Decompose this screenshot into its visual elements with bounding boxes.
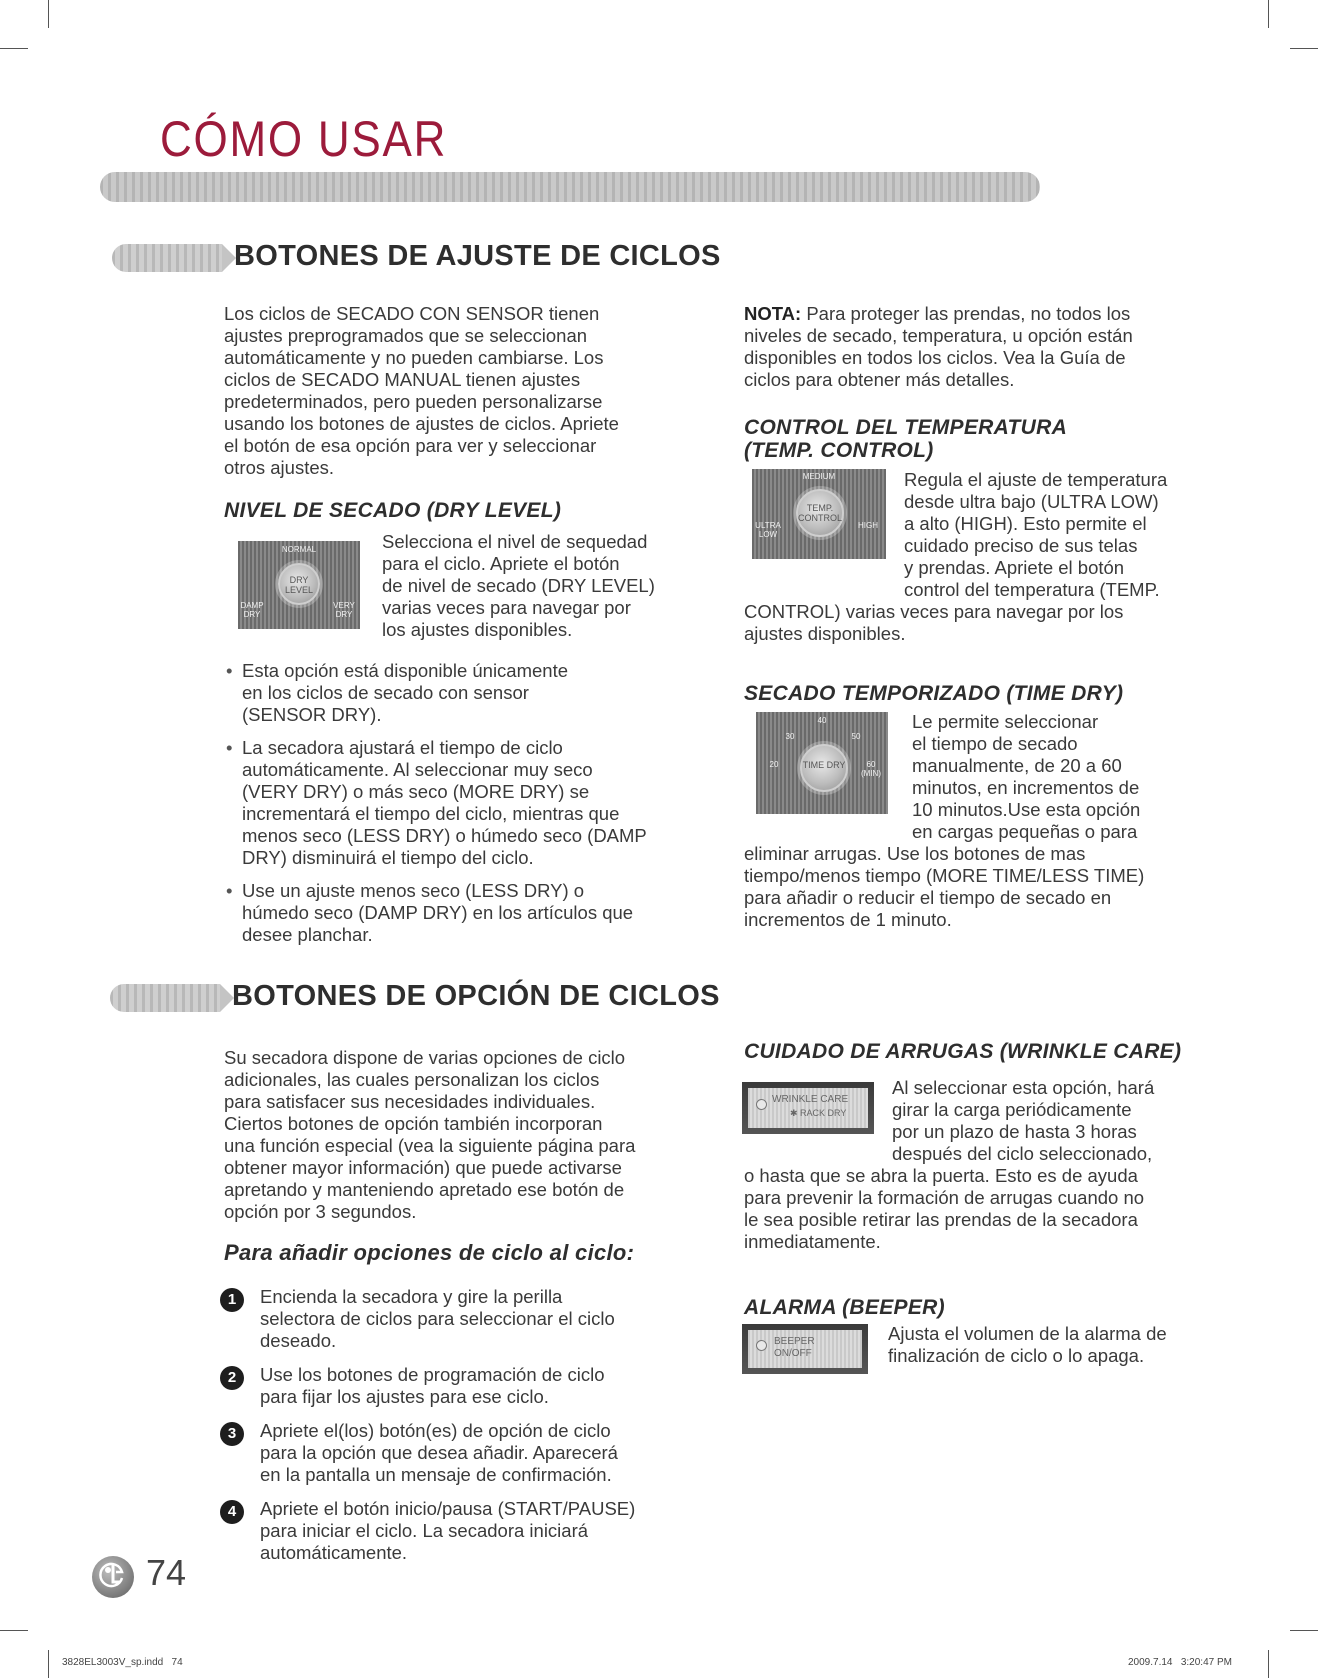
crop-mark xyxy=(0,48,28,49)
beeper-button-image xyxy=(742,1324,868,1374)
footer-timestamp: 2009.7.14 3:20:47 PM xyxy=(1128,1657,1232,1668)
section-tab-decoration xyxy=(110,984,220,1012)
dry-level-text: Selecciona el nivel de sequedad para el ciclo. Apriete el botón de nivel de secado (DRY LEVEL) varias veces para navegar por los ajustes disponibles. xyxy=(382,531,655,640)
wrinkle-care-button-image xyxy=(742,1082,874,1134)
lg-logo-icon xyxy=(92,1556,134,1598)
dial-label: 30 xyxy=(785,732,795,741)
dial-label: HIGH xyxy=(858,521,878,530)
step-number-badge: 3 xyxy=(220,1422,244,1446)
section-tab-decoration xyxy=(112,244,222,272)
step-number-badge: 4 xyxy=(220,1500,244,1524)
crop-mark xyxy=(0,1630,28,1631)
section1-intro: Los ciclos de SECADO CON SENSOR tienen ajustes preprogramados que se seleccionan automáticamente y no pueden cambiarse. Los ciclos de SECADO MANUAL tienen ajustes predeterminados, pero pueden personalizarse usando los botones de ajustes de ciclos. Apriete el botón de esa opción para ver y seleccionar otros ajustes. xyxy=(224,303,619,478)
led-icon xyxy=(756,1099,767,1110)
time-dry-text: Le permite seleccionar el tiempo de secado manualmente, de 20 a 60 minutos, en incrementos de 10 minutos.Use esta opción en cargas pequeñas o para xyxy=(912,711,1141,842)
note-label: NOTA: xyxy=(744,303,802,324)
temp-control-text: Regula el ajuste de temperatura desde ultra bajo (ULTRA LOW) a alto (HIGH). Esto permite el cuidado preciso de sus telas y prendas. Apriete el botón control del temperatura (TEMP. xyxy=(904,469,1168,600)
temp-control-dial-image xyxy=(752,469,886,559)
list-item: 1 Encienda la secadora y gire la perilla selectora de ciclos para seleccionar el ciclo deseado. xyxy=(220,1286,690,1352)
temp-control-knob: TEMP. CONTROL xyxy=(796,489,844,537)
time-dry-dial-image xyxy=(756,712,888,814)
list-item: • Esta opción está disponible únicamente en los ciclos de secado con sensor (SENSOR DRY). xyxy=(222,660,712,726)
dial-label: 50 xyxy=(851,732,861,741)
dial-label: DAMP DRY xyxy=(240,601,264,619)
page-number: 74 xyxy=(146,1552,187,1593)
dry-level-heading: NIVEL DE SECADO (DRY LEVEL) xyxy=(224,499,562,522)
temp-control-heading: CONTROL DEL TEMPERATURA (TEMP. CONTROL) xyxy=(744,416,1068,462)
dry-level-bullets xyxy=(222,660,712,957)
button-sublabel: ✱ RACK DRY xyxy=(790,1108,847,1118)
crop-mark xyxy=(1290,48,1318,49)
time-dry-heading: SECADO TEMPORIZADO (TIME DRY) xyxy=(744,682,1124,705)
wrinkle-care-text-cont: o hasta que se abra la puerta. Esto es de ayuda para prevenir la formación de arrugas cuando no le sea posible retirar las prendas de la secadora inmediatamente. xyxy=(744,1165,1145,1252)
note-text: NOTA: Para proteger las prendas, no todos los niveles de secado, temperatura, u opción están disponibles en todos los ciclos. Vea la Guía de ciclos para obtener más detalles. xyxy=(744,303,1133,390)
footer-file-name: 3828EL3003V_sp.indd 74 xyxy=(62,1657,183,1668)
steps-heading: Para añadir opciones de ciclo al ciclo: xyxy=(224,1240,635,1265)
list-item: • Use un ajuste menos seco (LESS DRY) o húmedo seco (DAMP DRY) en los artículos que desee planchar. xyxy=(222,880,712,946)
crop-mark xyxy=(1268,0,1269,28)
crop-mark xyxy=(1268,1650,1269,1678)
button-label: WRINKLE CARE xyxy=(772,1094,849,1105)
dial-label: 60 (MIN) xyxy=(861,760,881,778)
time-dry-text-cont: eliminar arrugas. Use los botones de mas tiempo/menos tiempo (MORE TIME/LESS TIME) para añadir o reducir el tiempo de secado en incrementos de 1 minuto. xyxy=(744,843,1145,930)
time-dry-knob: TIME DRY xyxy=(800,744,848,792)
step-number-badge: 2 xyxy=(220,1366,244,1390)
section-title-ajuste: BOTONES DE AJUSTE DE CICLOS xyxy=(234,240,721,272)
dial-label: 40 xyxy=(817,716,827,725)
dial-label: VERY DRY xyxy=(333,601,355,619)
beeper-text: Ajusta el volumen de la alarma de finalización de ciclo o lo apaga. xyxy=(888,1323,1167,1366)
crop-mark xyxy=(48,1650,49,1678)
steps-list xyxy=(220,1286,690,1564)
list-item: • La secadora ajustará el tiempo de ciclo automáticamente. Al seleccionar muy seco (VERY DRY) o más seco (MORE DRY) se incrementará el tiempo del ciclo, mientras que menos seco (LESS DRY) o húmedo seco (DAMP DRY) disminuirá el tiempo del ciclo. xyxy=(222,737,712,869)
dry-level-knob: DRY LEVEL xyxy=(278,563,320,605)
button-label: BEEPER xyxy=(774,1336,815,1347)
dial-label: ULTRA LOW xyxy=(755,521,781,539)
dial-label: NORMAL xyxy=(281,545,317,554)
dry-level-dial-image xyxy=(238,541,360,629)
wrinkle-care-heading: CUIDADO DE ARRUGAS (WRINKLE CARE) xyxy=(744,1040,1182,1063)
page-title: CÓMO USAR xyxy=(160,111,448,167)
title-bar xyxy=(100,172,1040,202)
led-icon xyxy=(756,1340,767,1351)
crop-mark xyxy=(48,0,49,28)
wrinkle-care-text: Al seleccionar esta opción, hará girar la carga periódicamente por un plazo de hasta 3 horas después del ciclo seleccionado, xyxy=(892,1077,1155,1164)
section2-intro: Su secadora dispone de varias opciones de ciclo adicionales, las cuales personalizan los ciclos para satisfacer sus necesidades individuales. Ciertos botones de opción también incorporan una función especial (vea la siguiente página para obtener mayor información) que puede activarse apretando y manteniendo apretado ese botón de opción por 3 segundos. xyxy=(224,1047,636,1222)
button-sublabel: ON/OFF xyxy=(774,1348,812,1359)
dial-label: MEDIUM xyxy=(802,472,836,481)
list-item: 2 Use los botones de programación de ciclo para fijar los ajustes para ese ciclo. xyxy=(220,1364,690,1408)
beeper-heading: ALARMA (BEEPER) xyxy=(744,1296,945,1319)
list-item: 4 Apriete el botón inicio/pausa (START/PAUSE) para iniciar el ciclo. La secadora iniciará automáticamente. xyxy=(220,1498,690,1564)
section-title-opcion: BOTONES DE OPCIÓN DE CICLOS xyxy=(232,980,720,1012)
dial-label: 20 xyxy=(769,760,779,769)
list-item: 3 Apriete el(los) botón(es) de opción de ciclo para la opción que desea añadir. Aparecerá en la pantalla un mensaje de confirmación. xyxy=(220,1420,690,1486)
crop-mark xyxy=(1290,1630,1318,1631)
temp-control-text-cont: CONTROL) varias veces para navegar por los ajustes disponibles. xyxy=(744,601,1124,644)
step-number-badge: 1 xyxy=(220,1288,244,1312)
